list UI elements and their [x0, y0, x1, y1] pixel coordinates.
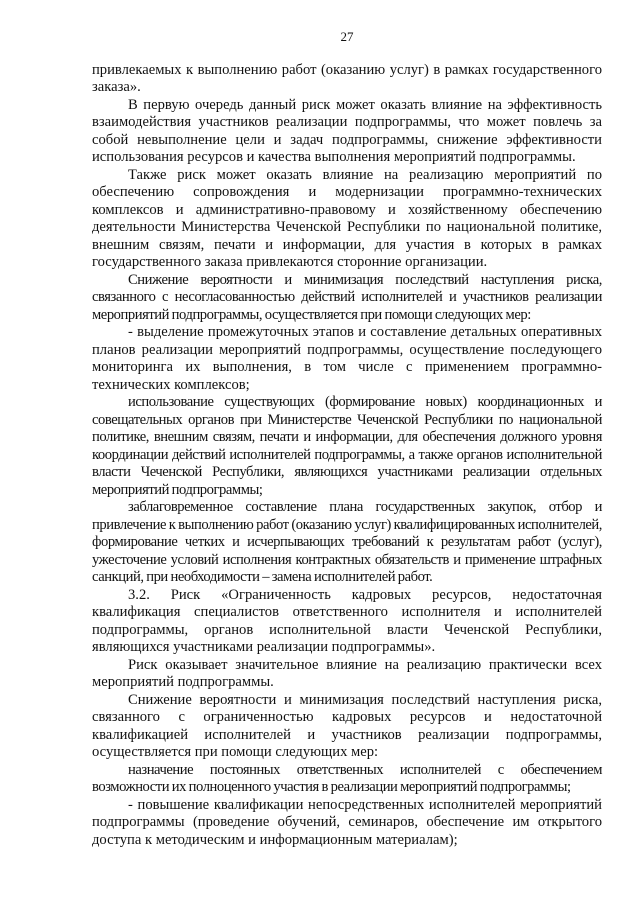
paragraph: Снижение вероятности и минимизация последствий наступления риска, связанного с несогласованностью действий исполнителей и участников реализации мероприятий подпрограммы, осуществляется при помощи следующих мер:: [92, 271, 602, 323]
paragraph: В первую очередь данный риск может оказать влияние на эффективность взаимодействия участников реализации подпрограммы, что может повлечь за собой невыполнение цели и задач подпрограммы, снижение эффективности использования ресурсов и качества выполнения мероприятий подпрограммы.: [92, 96, 602, 165]
paragraph: - повышение квалификации непосредственных исполнителей мероприятий подпрограммы (проведение обучений, семинаров, обеспечение им открытого доступа к методическим и информационным материалам);: [92, 796, 602, 848]
paragraph: Также риск может оказать влияние на реализацию мероприятий по обеспечению сопровождения и модернизации программно-технических комплексов и административно-правовому и хозяйственному обеспечению деятельности Министерства Чеченской Республики по национальной политике, внешним связям, печати и информации, для участия в которых в рамках государственного заказа привлекаются сторонние организации.: [92, 166, 602, 270]
paragraph: использование существующих (формирование новых) координационных и совещательных органов при Министерстве Чеченской Республики по национальной политике, внешним связям, печати и информации, для обеспечения должного уровня координации действий исполнителей подпрограммы, а также органов исполнительной власти Чеченской Республики, являющихся участниками реализации отдельных мероприятий подпрограммы;: [92, 394, 602, 498]
paragraph: заблаговременное составление плана государственных закупок, отбор и привлечение к выполнению работ (оказанию услуг) квалифицированных исполнителей, формирование четких и исчерпывающих требований к результатам работ (услуг), ужесточение условий исполнения контрактных обязательств и применение штрафных санкций, при необходимости – замена исполнителей работ.: [92, 499, 602, 585]
paragraph: назначение постоянных ответственных исполнителей с обеспечением возможности их полноценного участия в реализации мероприятий подпрограммы;: [92, 761, 602, 795]
document-body: [92, 62, 602, 850]
paragraph: Риск оказывает значительное влияние на реализацию практически всех мероприятий подпрограммы.: [92, 656, 602, 690]
paragraph: привлекаемых к выполнению работ (оказанию услуг) в рамках государственного заказа».: [92, 61, 602, 95]
paragraph: - выделение промежуточных этапов и составление детальных оперативных планов реализации мероприятий подпрограммы, осуществление последующего мониторинга их выполнения, в том числе с применением программно-технических комплексов;: [92, 324, 602, 393]
page-number: 27: [340, 29, 354, 44]
document-page: [92, 28, 602, 849]
paragraph: Снижение вероятности и минимизация последствий наступления риска, связанного с ограниченностью кадровых ресурсов и недостаточной квалификацией исполнителей и участников реализации подпрограммы, осуществляется при помощи следующих мер:: [92, 691, 602, 760]
paragraph: 3.2. Риск «Ограниченность кадровых ресурсов, недостаточная квалификация специалистов ответственного исполнителя и исполнителей подпрограммы, органов исполнительной власти Чеченской Республики, являющихся участниками реализации подпрограммы».: [92, 586, 602, 655]
